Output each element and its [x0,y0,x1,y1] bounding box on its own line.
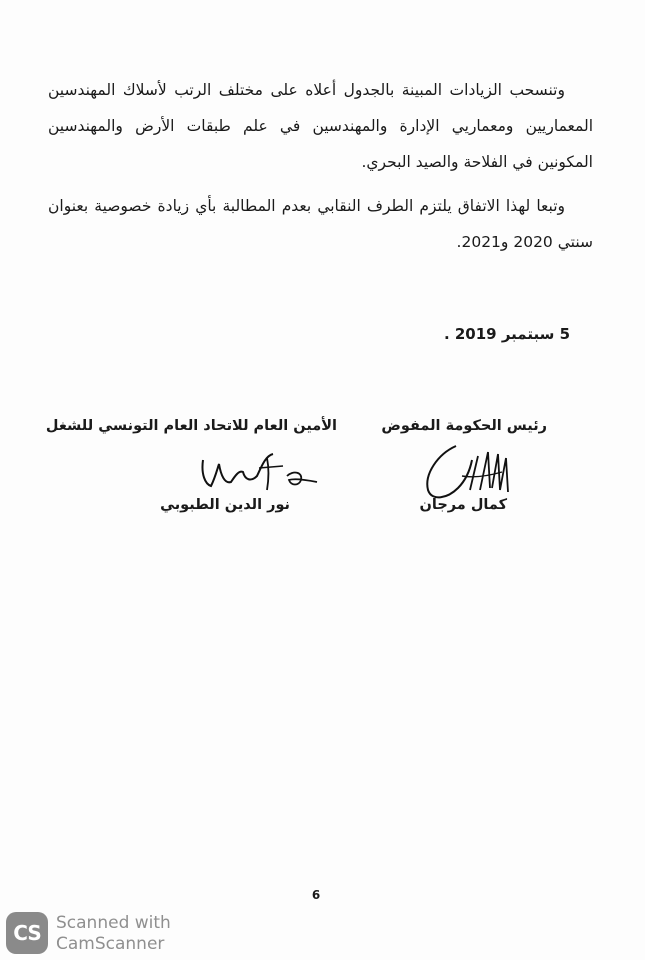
paragraph-increases [48,72,593,180]
signatory-left-name: نور الدين الطبوبي [160,497,290,513]
signature-right [418,436,518,504]
camscanner-watermark [56,913,171,955]
paragraph-1-text: وتنسحب الزيادات المبينة بالجدول أعلاه على مختلف الرتب لأسلاك المهندسين المعماريين ومعماريي الإدارة والمهندسين في علم طبقات الأرض والمهندسين المكونين في الفلاحة والصيد البحري. [48,81,593,171]
scanner-line-1: Scanned with [56,913,171,933]
camscanner-logo-icon: CS [6,912,48,954]
signatory-left-title: الأمين العام للاتحاد العام التونسي للشغل [45,418,337,434]
paragraph-agreement [48,188,593,260]
scanner-line-2: CamScanner [56,934,165,954]
document-date: 5 سبتمبر 2019 . [443,325,570,343]
page-number: 6 [311,888,321,902]
paragraph-2-text: وتبعا لهذا الاتفاق يلتزم الطرف النقابي بعدم المطالبة بأي زيادة خصوصية بعنوان سنتي 2020 و2021. [48,197,593,251]
signatory-right-title: رئيس الحكومة المفوض [381,418,547,434]
signatory-right-name: كمال مرجان [419,497,507,513]
signature-left [195,446,325,494]
